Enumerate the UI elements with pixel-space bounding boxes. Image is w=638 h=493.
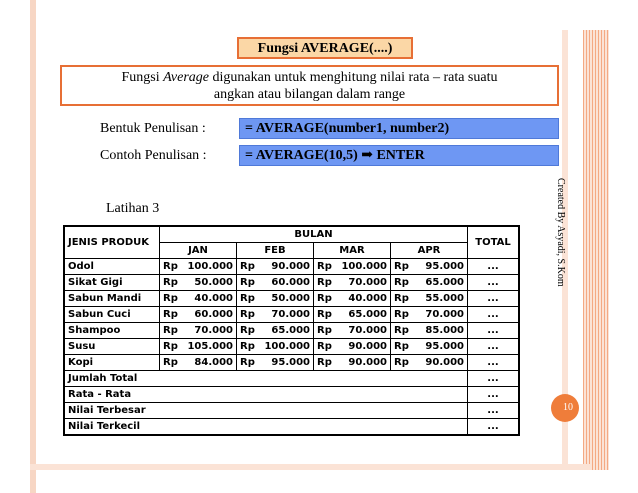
value-cell: 60.000 [184, 307, 237, 323]
currency-cell: Rp [314, 275, 339, 291]
value-cell: 70.000 [338, 323, 391, 339]
value-cell: 90.000 [338, 339, 391, 355]
summary-row [64, 371, 519, 387]
currency-cell: Rp [237, 307, 262, 323]
slide-border-bottom [30, 464, 590, 470]
value-cell: 55.000 [415, 291, 468, 307]
value-cell: 90.000 [415, 355, 468, 371]
currency-cell: Rp [160, 275, 185, 291]
summary-total-cell: ... [468, 387, 520, 403]
table-row [64, 355, 519, 371]
currency-cell: Rp [391, 339, 416, 355]
description-line2: angkan atau bilangan dalam range [213, 87, 406, 102]
currency-cell: Rp [237, 291, 262, 307]
table-row [64, 259, 519, 275]
summary-label: Nilai Terbesar [64, 403, 468, 419]
summary-total-cell: ... [468, 419, 520, 436]
summary-total-cell: ... [468, 403, 520, 419]
summary-label: Jumlah Total [64, 371, 468, 387]
product-name: Sikat Gigi [64, 275, 160, 291]
value-cell: 60.000 [261, 275, 314, 291]
value-cell: 95.000 [261, 355, 314, 371]
value-cell: 85.000 [415, 323, 468, 339]
currency-cell: Rp [237, 323, 262, 339]
summary-label: Nilai Terkecil [64, 419, 468, 436]
example-suffix: ENTER [376, 148, 425, 163]
value-cell: 40.000 [338, 291, 391, 307]
value-cell: 70.000 [184, 323, 237, 339]
product-name: Susu [64, 339, 160, 355]
value-cell: 50.000 [184, 275, 237, 291]
description-line1: digunakan untuk menghitung nilai rata – rata suatu [209, 70, 498, 85]
summary-label: Rata - Rata [64, 387, 468, 403]
total-cell: ... [468, 307, 520, 323]
value-cell: 100.000 [184, 259, 237, 275]
header-month: JAN [160, 243, 237, 259]
example-formula [239, 145, 559, 166]
example-label: Contoh Penulisan : [100, 148, 207, 163]
product-name: Kopi [64, 355, 160, 371]
header-month: APR [391, 243, 468, 259]
product-name: Odol [64, 259, 160, 275]
page-number: 10 [551, 394, 579, 422]
currency-cell: Rp [160, 339, 185, 355]
summary-row [64, 403, 519, 419]
product-name: Sabun Cuci [64, 307, 160, 323]
exercise-table [63, 225, 520, 436]
description-prefix: Fungsi [121, 70, 164, 85]
summary-row [64, 387, 519, 403]
currency-cell: Rp [314, 307, 339, 323]
total-cell: ... [468, 275, 520, 291]
header-product: JENIS PRODUK [64, 226, 160, 259]
value-cell: 50.000 [261, 291, 314, 307]
slide-title: Fungsi AVERAGE(....) [237, 37, 413, 59]
summary-row [64, 419, 519, 436]
exercise-title: Latihan 3 [106, 201, 160, 216]
author-note: Created By Asyadi, S.Kom [555, 178, 566, 287]
currency-cell: Rp [237, 275, 262, 291]
total-cell: ... [468, 291, 520, 307]
slide-border-left [30, 0, 36, 493]
value-cell: 65.000 [261, 323, 314, 339]
value-cell: 90.000 [338, 355, 391, 371]
value-cell: 70.000 [261, 307, 314, 323]
table-row [64, 291, 519, 307]
header-total: TOTAL [468, 226, 520, 259]
currency-cell: Rp [160, 291, 185, 307]
total-cell: ... [468, 259, 520, 275]
header-month: MAR [314, 243, 391, 259]
currency-cell: Rp [391, 259, 416, 275]
currency-cell: Rp [160, 259, 185, 275]
value-cell: 84.000 [184, 355, 237, 371]
value-cell: 95.000 [415, 339, 468, 355]
product-name: Sabun Mandi [64, 291, 160, 307]
total-cell: ... [468, 355, 520, 371]
product-name: Shampoo [64, 323, 160, 339]
currency-cell: Rp [391, 275, 416, 291]
total-cell: ... [468, 339, 520, 355]
table-row [64, 323, 519, 339]
currency-cell: Rp [391, 355, 416, 371]
currency-cell: Rp [160, 323, 185, 339]
arrow-right-icon: ➡ [361, 148, 373, 163]
table-row [64, 275, 519, 291]
currency-cell: Rp [391, 307, 416, 323]
currency-cell: Rp [314, 339, 339, 355]
currency-cell: Rp [314, 323, 339, 339]
value-cell: 70.000 [338, 275, 391, 291]
currency-cell: Rp [314, 259, 339, 275]
value-cell: 95.000 [415, 259, 468, 275]
currency-cell: Rp [237, 259, 262, 275]
currency-cell: Rp [314, 291, 339, 307]
currency-cell: Rp [314, 355, 339, 371]
description-box [60, 65, 559, 106]
syntax-formula: = AVERAGE(number1, number2) [239, 118, 559, 139]
header-month: FEB [237, 243, 314, 259]
currency-cell: Rp [237, 339, 262, 355]
value-cell: 100.000 [338, 259, 391, 275]
total-cell: ... [468, 323, 520, 339]
currency-cell: Rp [391, 291, 416, 307]
header-month-group: BULAN [160, 226, 468, 243]
table-row [64, 339, 519, 355]
currency-cell: Rp [237, 355, 262, 371]
value-cell: 100.000 [261, 339, 314, 355]
value-cell: 90.000 [261, 259, 314, 275]
value-cell: 105.000 [184, 339, 237, 355]
description-italic: Average [163, 70, 209, 85]
example-value: = AVERAGE(10,5) [245, 148, 358, 163]
currency-cell: Rp [160, 355, 185, 371]
currency-cell: Rp [160, 307, 185, 323]
slide-border-right [583, 30, 609, 470]
table-row [64, 307, 519, 323]
value-cell: 70.000 [415, 307, 468, 323]
syntax-label: Bentuk Penulisan : [100, 121, 206, 136]
summary-total-cell: ... [468, 371, 520, 387]
value-cell: 65.000 [338, 307, 391, 323]
value-cell: 65.000 [415, 275, 468, 291]
currency-cell: Rp [391, 323, 416, 339]
value-cell: 40.000 [184, 291, 237, 307]
